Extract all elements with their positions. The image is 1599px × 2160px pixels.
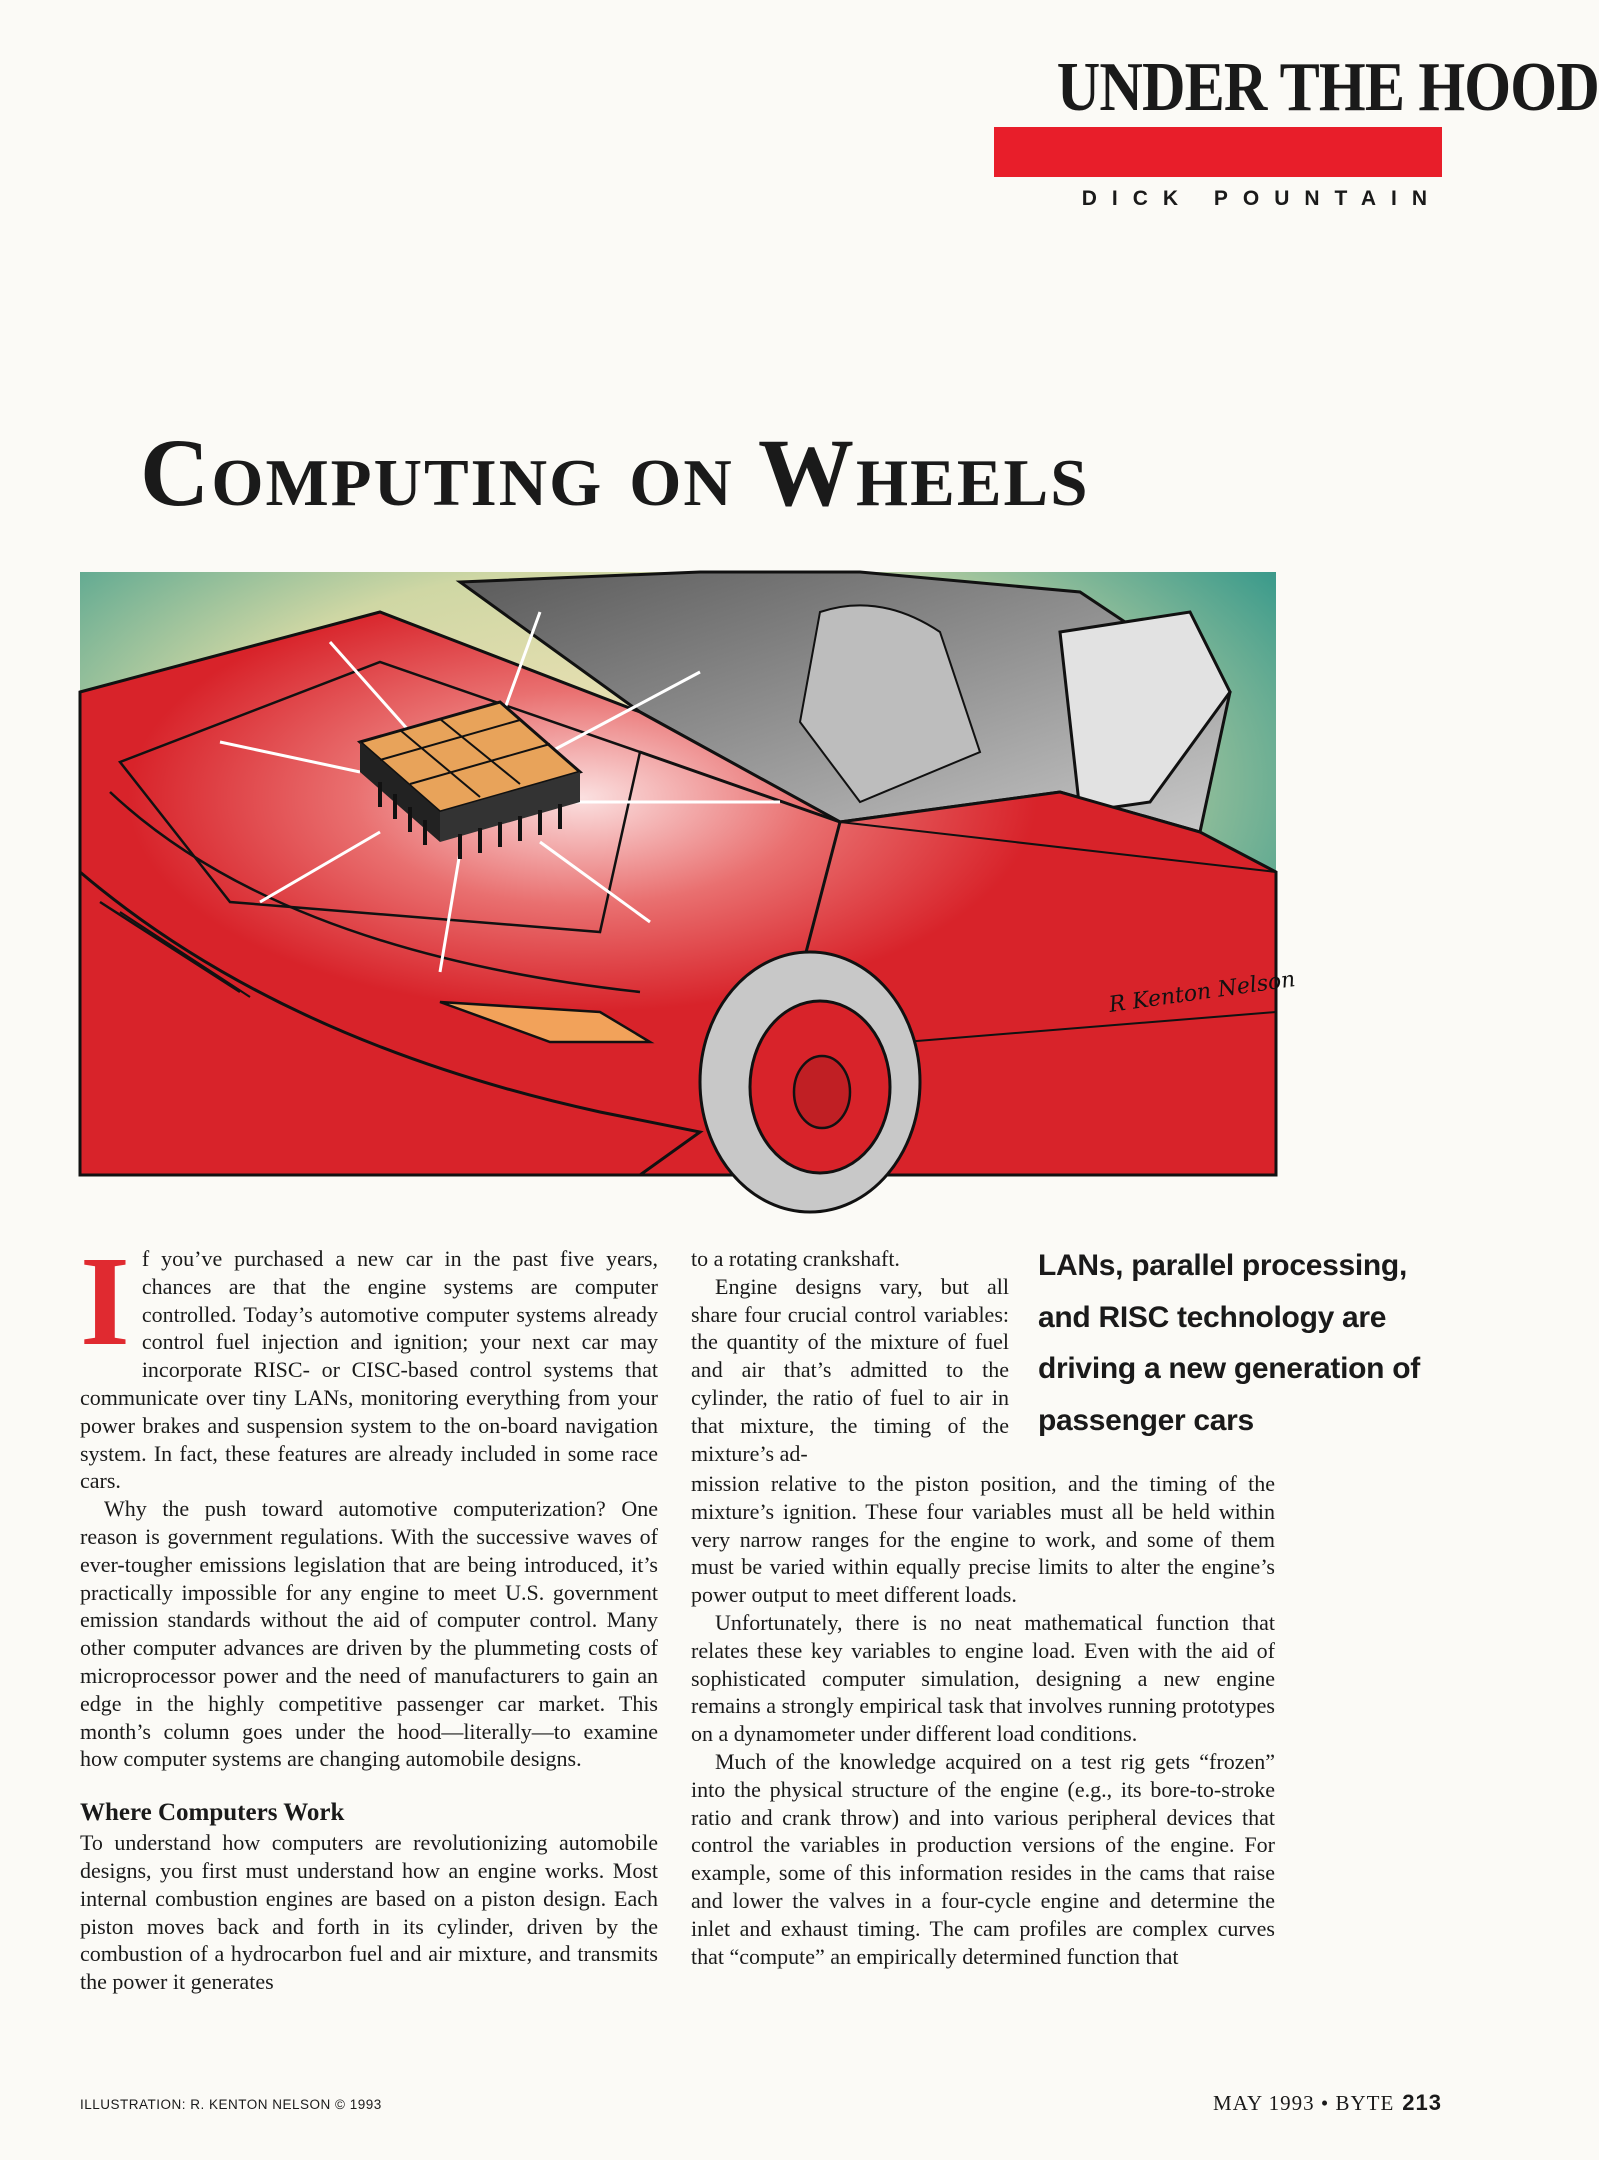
paragraph: Much of the knowledge acquired on a test rig gets “frozen” into the physical structure of the engine (e.g., its bore-to-stroke ratio and crank throw) and into various peripheral devices that control the variables in production versions of the engine. For example, some of this information resides in the cams that raise and lower the valves in a four-cycle engine and determine the inlet and exhaust timing. The cam profiles are complex curves that “compute” an empirically determined function that (691, 1748, 1275, 1969)
illustrator-signature: R Kenton Nelson (1107, 967, 1297, 1018)
car-illustration (80, 572, 1297, 1175)
paragraph: Why the push toward automotive computerization? One reason is government regulations. With the successive waves of ever-tougher emissions legislation that are being introduced, it’s practically impossible for any engine to meet U.S. government emission standards without the aid of computer control. Many other computer advances are driven by the plummeting costs of microprocessor power and the need of manufacturers to gain an edge in the highly competitive passenger car market. This month’s column goes under the hood—literally—to examine how computer systems are changing automobile designs. (80, 1496, 658, 1772)
article-column-2-top (691, 1245, 1009, 1467)
page-number: 213 (1402, 2090, 1442, 2115)
paragraph: To understand how computers are revolutionizing automobile designs, you first must understand how an engine works. Most internal combustion engines are based on a piston design. Each piston moves back and forth in its cylinder, driven by the combustion of a hydrocarbon fuel and air mixture, and transmits the power it generates (80, 1830, 658, 1995)
issue-label: MAY 1993 • BYTE (1213, 2091, 1395, 2115)
paragraph: Engine designs vary, but all share four crucial control variables: the quantity of the mixture of fuel and air that’s admitted to the cylinder, the ratio of fuel to air in that mixture, the timing of the mixture’s ad- (691, 1273, 1009, 1466)
paragraph: If you’ve purchased a new car in the past five years, chances are that the engine systems are computer controlled. Today’s automotive computer systems already control fuel injection and ignition; your next car may incorporate RISC- or CISC-based control systems that communicate over tiny LANs, monitoring everything from your power brakes and suspension system to the on-board navigation system. In fact, these features are already included in some race cars. (80, 1230, 658, 1494)
paragraph: Unfortunately, there is no neat mathematical function that relates these key variables to engine load. Even with the aid of sophisticated computer simulation, designing a new engine remains a strongly empirical task that involves running prototypes on a dynamometer under different load conditions. (691, 1609, 1275, 1747)
article-column-2-bottom (691, 1470, 1275, 1970)
illustration-credit: ILLUSTRATION: R. KENTON NELSON © 1993 (80, 2097, 382, 2112)
article-column-1 (80, 1230, 658, 1996)
pull-quote: LANs, parallel processing, and RISC technology are driving a new generation of passenger cars (1038, 1249, 1420, 1437)
section-title: UNDER THE HOOD (1056, 49, 1599, 126)
subheading: Where Computers Work (80, 1799, 345, 1827)
paragraph: mission relative to the piston position, and the timing of the mixture’s ignition. These four variables must all be held within very narrow ranges for the engine to work, and some of them must be varied within equally precise limits to alter the engine’s power output to meet different loads. (691, 1471, 1275, 1608)
article-title: Computing on Wheels (140, 419, 1090, 526)
drop-cap: I (80, 1230, 130, 1372)
section-accent-bar (994, 127, 1442, 177)
paragraph: to a rotating crankshaft. (691, 1246, 900, 1271)
author-byline: DICK POUNTAIN (1081, 187, 1442, 210)
page-footer (1213, 2090, 1442, 2116)
